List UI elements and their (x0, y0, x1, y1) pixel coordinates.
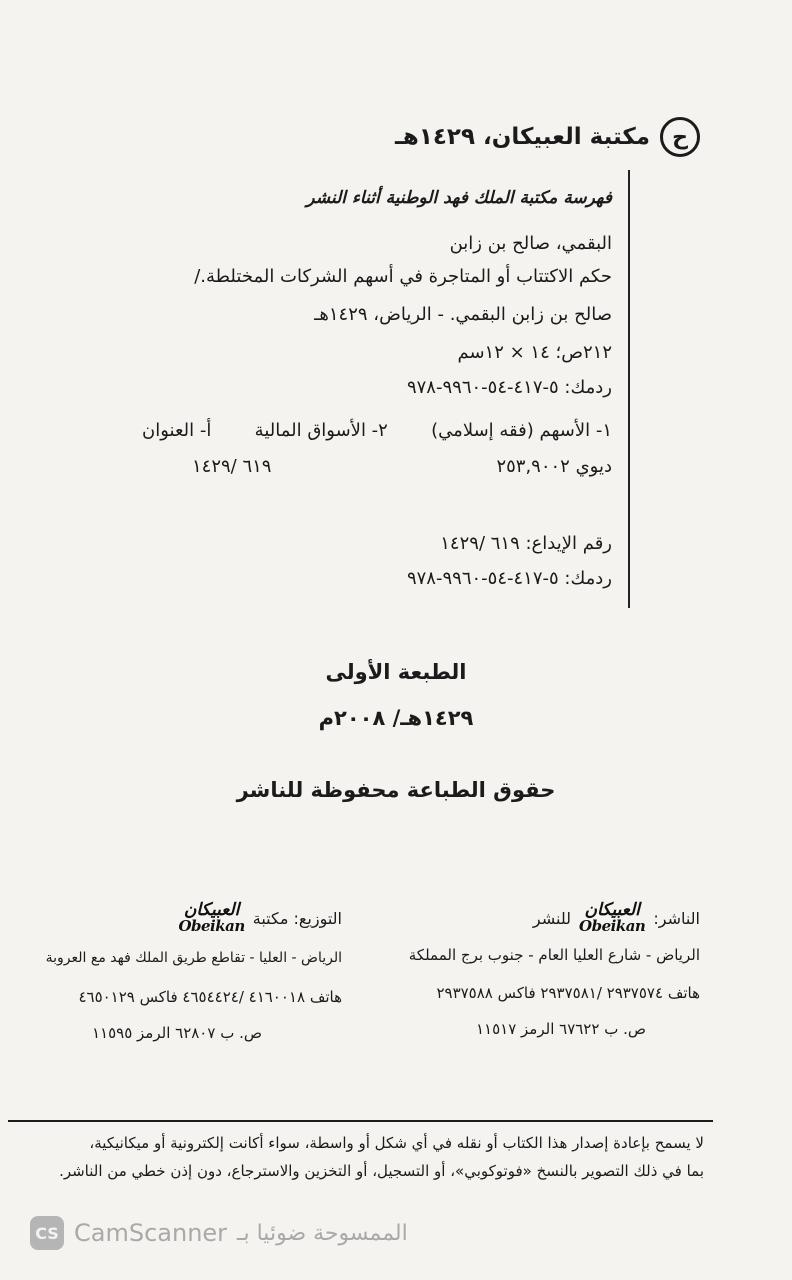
notice-line-2: بما في ذلك التصوير بالنسخ «فوتوكوبي»، أو التسجيل، أو التخزين والاسترجاع، دون إذن خطي من الناشر. (59, 1162, 704, 1180)
dewey-number: ٦١٩ /١٤٢٩ (192, 456, 272, 477)
subject-item: ٢- الأسواق المالية (254, 420, 388, 441)
catalog-dewey-row (192, 456, 612, 477)
camscanner-text: CamScanner (74, 1219, 228, 1247)
publisher-heading (533, 902, 700, 934)
edition-label: الطبعة الأولى (325, 660, 467, 684)
camscanner-watermark (30, 1216, 408, 1250)
catalog-title: فهرسة مكتبة الملك فهد الوطنية أثناء النشر (306, 188, 612, 208)
edition-year: ١٤٢٩هـ/ ٢٠٠٨م (318, 706, 474, 730)
notice-divider (8, 1120, 713, 1122)
distributor-label: التوزيع: مكتبة (252, 908, 342, 928)
obeikan-logo-icon: العبيكان Obeikan (178, 900, 245, 935)
publisher-phone: هاتف ٢٩٣٧٥٧٤ /٢٩٣٧٥٨١ فاكس ٢٩٣٧٥٨٨ (436, 984, 700, 1002)
publisher-label: الناشر: (653, 908, 700, 928)
obeikan-logo-icon: العبيكان Obeikan (579, 900, 646, 935)
catalog-subjects (142, 420, 612, 441)
subject-item: أ- العنوان (142, 420, 212, 441)
distributor-phone: هاتف ٤١٦٠٠١٨ /٤٦٥٤٤٢٤ فاكس ٤٦٥٠١٢٩ (78, 988, 342, 1006)
copyright-symbol-icon: ح (660, 117, 700, 157)
dewey-class: ديوي ٢٥٣,٩٠٠٢ (496, 456, 612, 477)
publisher-suffix: للنشر (532, 908, 572, 928)
catalog-isbn-2: ردمك: ٥-٤١٧-٥٤-٩٩٦٠-٩٧٨ (406, 568, 612, 589)
camscanner-logo-icon: CS (30, 1216, 64, 1250)
deposit-number: رقم الإيداع: ٦١٩ /١٤٢٩ (440, 533, 612, 554)
catalog-statement: صالح بن زابن البقمي. - الرياض، ١٤٢٩هـ (314, 304, 612, 325)
distributor-heading (178, 902, 342, 934)
catalog-author: البقمي، صالح بن زابن (449, 233, 612, 254)
publisher-pobox: ص. ب ٦٧٦٢٢ الرمز ١١٥١٧ (475, 1020, 646, 1038)
distributor-address: الرياض - العليا - تقاطع طريق الملك فهد مع العروبة (45, 950, 342, 966)
camscanner-arabic-text: الممسوحة ضوئيا بـ (237, 1220, 408, 1246)
rights-notice: حقوق الطباعة محفوظة للناشر (236, 778, 556, 802)
subject-item: ١- الأسهم (فقه إسلامي) (431, 420, 612, 441)
catalog-divider (628, 170, 630, 608)
publisher-address: الرياض - شارع العليا العام - جنوب برج المملكة (408, 946, 700, 964)
catalog-isbn: ردمك: ٥-٤١٧-٥٤-٩٩٦٠-٩٧٨ (406, 377, 612, 398)
notice-line-1: لا يسمح بإعادة إصدار هذا الكتاب أو نقله في أي شكل أو واسطة، سواء أكانت إلكترونية أو ميكانيكية، (89, 1134, 704, 1152)
catalog-pages: ٢١٢ص؛ ١٤ × ١٢سم (457, 342, 612, 363)
copyright-line (395, 117, 700, 157)
copyright-text: مكتبة العبيكان، ١٤٢٩هـ (395, 124, 650, 150)
distributor-pobox: ص. ب ٦٢٨٠٧ الرمز ١١٥٩٥ (91, 1024, 262, 1042)
catalog-book-title: حكم الاكتتاب أو المتاجرة في أسهم الشركات المختلطة./ (194, 266, 612, 287)
